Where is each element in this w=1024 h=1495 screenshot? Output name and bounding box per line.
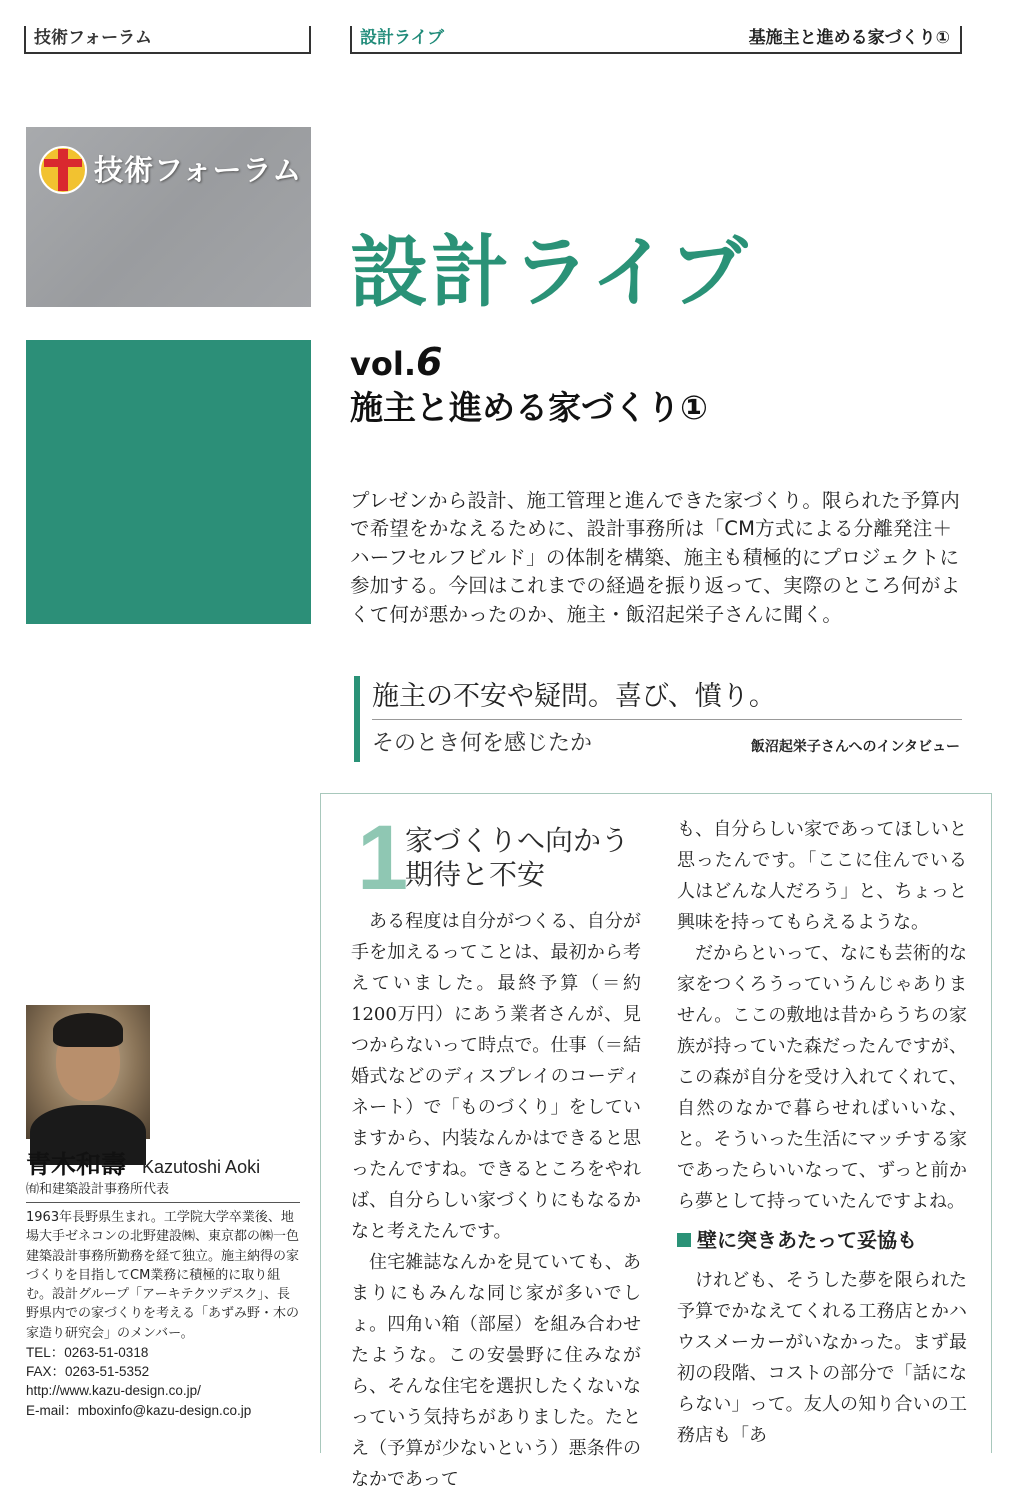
- teal-decor-block: [26, 340, 311, 624]
- paragraph: けれども、そうした夢を限られた予算でかなえてくれる工務店とかハウスメーカーがいなかった。まず最初の段階、コストの部分で「話にならない」って。友人の知り合いの工務店も「あ: [677, 1270, 967, 1446]
- article-subheading: [677, 1225, 967, 1257]
- paragraph: だからといって、なにも芸術的な家をつくろうっていうんじゃありません。ここの敷地は昔からうちの家族が持っていた森だったんですが、この森が自分を受け入れてくれて、自然のなかで暮らせればいいな、と。そういった生活にマッチする家であったらいいなって、ずっと前から夢として持っていたんですよね。: [677, 943, 967, 1212]
- square-bullet-icon: [677, 1233, 691, 1247]
- paragraph-continuation: も、自分らしい家であってほしいと思ったんです。「ここに住んでいる人はどんな人だろう」と、ちょっと興味を持ってもらえるような。: [677, 819, 967, 933]
- section-title: [405, 824, 629, 892]
- article-column-right: [677, 814, 967, 1451]
- author-email[interactable]: E-mail：mboxinfo@kazu-design.co.jp: [26, 1402, 252, 1418]
- article-subtitle: 施主と進める家づくり①: [350, 388, 708, 427]
- interview-heading: 施主の不安や疑問。喜び、憤り。: [372, 681, 776, 712]
- header-forum-label: 技術フォーラム: [34, 28, 152, 48]
- article-body: [320, 793, 992, 1490]
- article-column-left: [351, 906, 641, 1495]
- section-title-line1: 家づくりへ向かう: [405, 825, 630, 856]
- author-bio: 1963年長野県生まれ。工学院大学卒業後、地場大手ゼネコンの北野建設㈱、東京都の㈱一色建築設計事務所勤務を経て独立。施主納得の家づくりを目指してCM業務に積極的に取り組む。設計グループ「アーキテクツデスク」、長野県内での家づくりを考える「あずみ野・木の家造り研究会」のメンバー。: [26, 1210, 300, 1341]
- author-affiliation: ㈲和建築設計事務所代表: [26, 1182, 170, 1197]
- interview-divider: [372, 719, 962, 720]
- interview-credit: 飯沼起栄子さんへのインタビュー: [750, 739, 960, 755]
- author-photo: [26, 1005, 150, 1139]
- author-tel: TEL：0263-51-0318: [26, 1345, 149, 1360]
- header-section-label: 設計ライブ: [360, 28, 444, 48]
- lead-paragraph: プレゼンから設計、施工管理と進んできた家づくり。限られた予算内で希望をかなえるために、設計事務所は「CM方式による分離発注＋ハーフセルフビルド」の体制を構築、施主も積極的にプロジェクトに参加する。今回はこれまでの経過を振り返って、実際のところ何がよくて何が悪かったのか、施主・飯沼起栄子さんに聞く。: [350, 489, 961, 626]
- author-fax: FAX：0263-51-5352: [26, 1364, 150, 1380]
- author-roman-name: Kazutoshi Aoki: [142, 1157, 261, 1177]
- page-title: 設計ライブ: [350, 228, 751, 318]
- running-header-left: [24, 26, 311, 54]
- author-contact: [26, 1343, 251, 1420]
- volume-label: [350, 340, 442, 392]
- author-url[interactable]: http://www.kazu-design.co.jp/: [26, 1383, 201, 1399]
- header-article-label: 基施主と進める家づくり①: [748, 28, 950, 48]
- interview-accent-bar: [354, 676, 360, 762]
- running-header-right: [350, 26, 962, 54]
- article-subheading-text: 壁に突きあたって妥協も: [697, 1230, 917, 1252]
- author-divider: [26, 1202, 300, 1203]
- paragraph: 住宅雑誌なんかを見ていても、あまりにもみんな同じ家が多いでしょ。四角い箱（部屋）を組み合わせたような。この安曇野に住みながら、そんな住宅を選択したくないなっていう気持ちがありました。たとえ（予算が少ないという）悪条件のなかであって: [351, 1252, 641, 1490]
- author-name: 青木和壽: [26, 1150, 127, 1179]
- section-title-line2: 期待と不安: [405, 859, 546, 890]
- section-number: 1: [357, 807, 409, 909]
- forum-cross-icon: [38, 145, 88, 195]
- volume-prefix: vol.: [350, 345, 416, 383]
- interview-subheading: そのとき何を感じたか: [372, 731, 593, 756]
- forum-logo-text: 技術フォーラム: [94, 153, 303, 187]
- volume-number: 6: [415, 340, 443, 384]
- forum-logo-panel: [26, 127, 311, 307]
- paragraph: ある程度は自分がつくる、自分が手を加えるってことは、最初から考えていました。最終予算（＝約1200万円）にあう業者さんが、見つからないって時点で。仕事（＝結婚式などのディスプレイのコーディネート）で「ものづくり」をしていますから、内装なんかはできると思ったんですね。できるところをやれば、自分らしい家づくりにもなるかなと考えたんです。: [351, 911, 641, 1242]
